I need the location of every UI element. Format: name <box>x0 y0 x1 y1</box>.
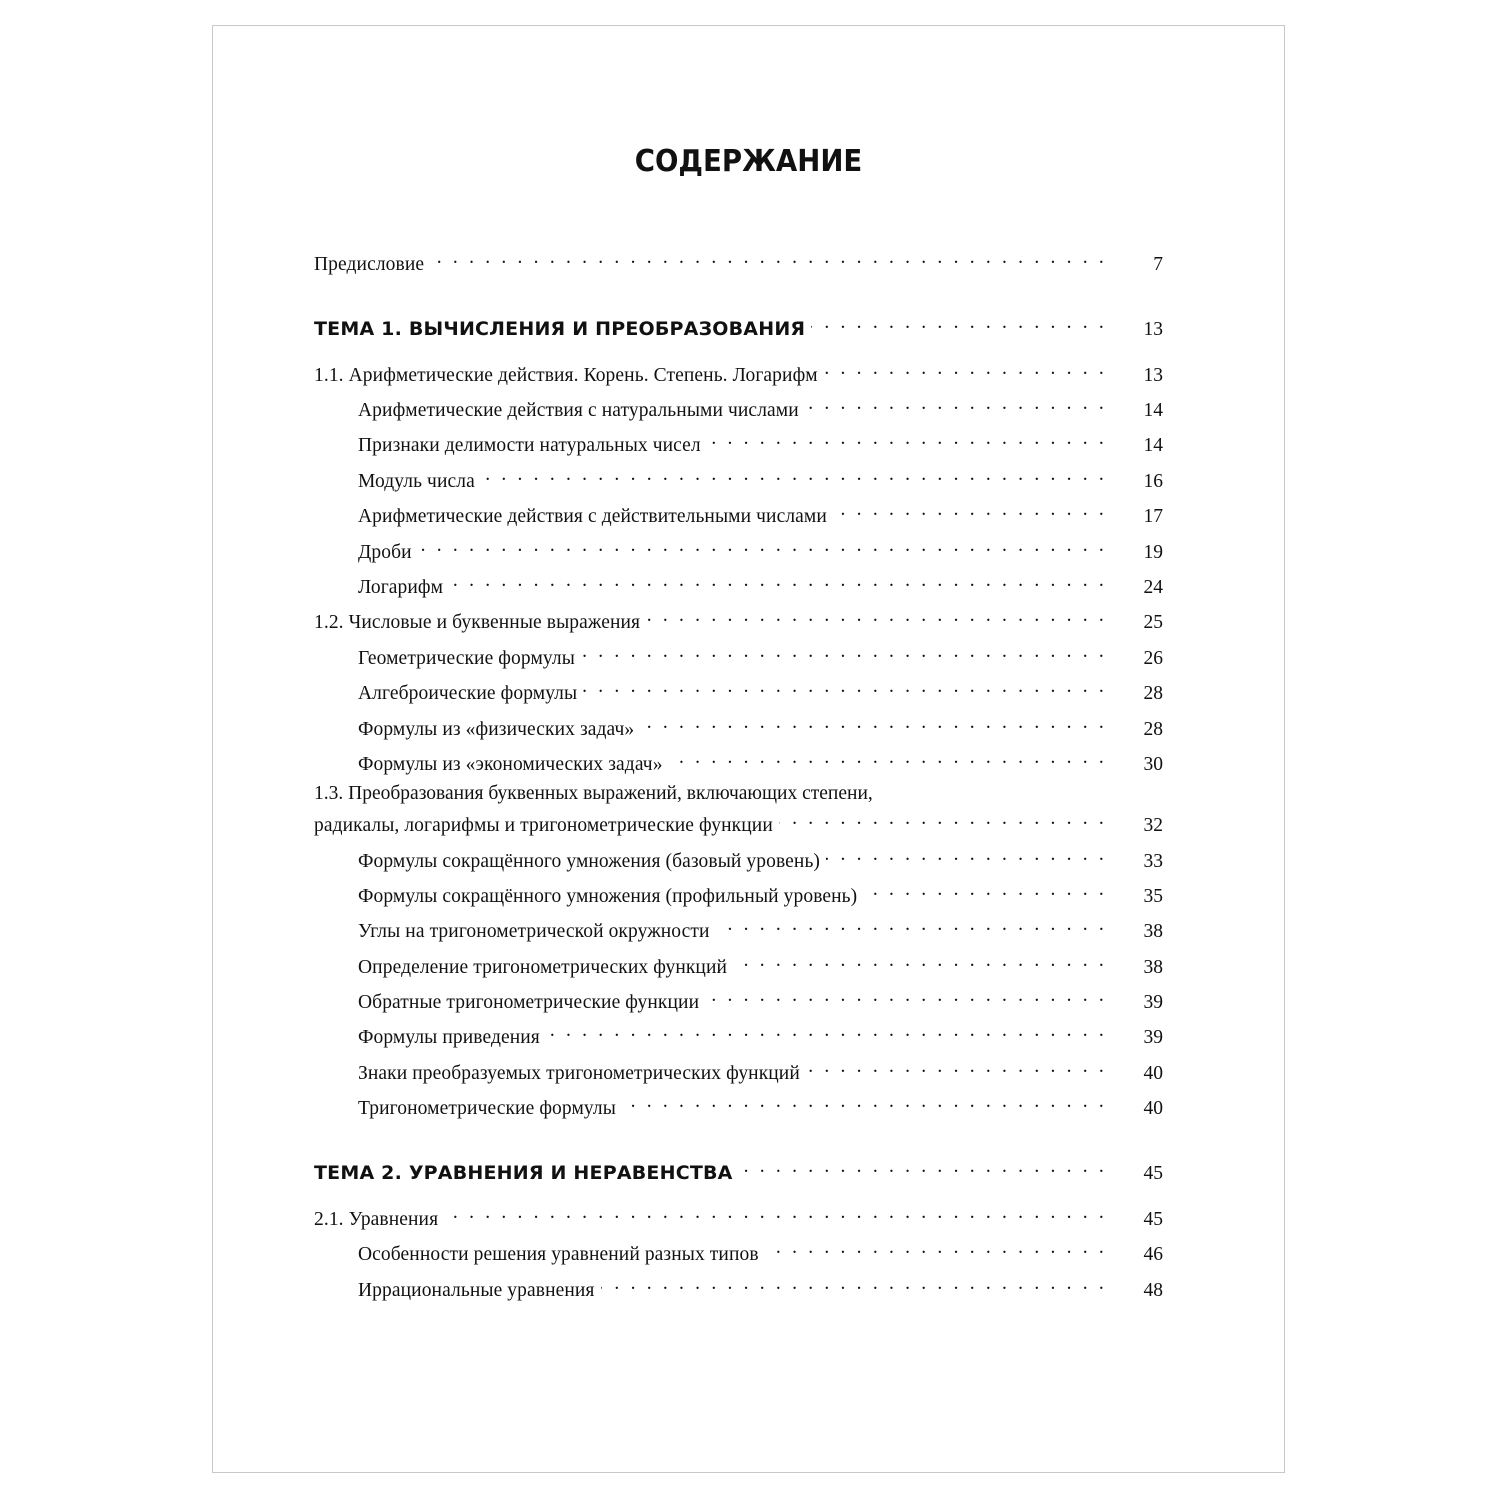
dot-leader <box>733 949 1107 973</box>
dot-leader <box>546 1019 1107 1043</box>
toc-entry-label: Модуль числа <box>358 471 475 492</box>
toc-entry-subsection[interactable] <box>358 949 1163 978</box>
toc-entry-label: Логарифм <box>358 577 444 598</box>
toc-entry-label: Формулы сокращённого умножения (базовый уровень) <box>358 851 821 872</box>
dot-leader <box>806 1055 1107 1079</box>
toc-entry-subsection[interactable] <box>358 569 1163 598</box>
toc-entry-label: Иррациональные уравнения <box>358 1280 595 1301</box>
dot-leader <box>669 746 1107 770</box>
toc-entry-subsection[interactable] <box>358 498 1163 527</box>
toc-page-number: 13 <box>1143 319 1163 340</box>
toc-entry-subsection[interactable] <box>358 675 1163 704</box>
toc-page-number: 24 <box>1143 577 1163 598</box>
toc-entry-label: Дроби <box>358 542 412 563</box>
toc-page-number: 45 <box>1143 1209 1163 1230</box>
toc-entry-label: Тригонометрические формулы <box>358 1098 616 1119</box>
toc-entry-section-1-3[interactable] <box>314 807 1163 836</box>
toc-entry-subsection[interactable] <box>358 1019 1163 1048</box>
toc-page-number: 28 <box>1143 719 1163 740</box>
toc-page-number: 39 <box>1143 992 1163 1013</box>
dot-leader <box>481 463 1107 487</box>
toc-entry-section-2-1[interactable] <box>314 1201 1163 1230</box>
toc-page-number: 16 <box>1143 471 1163 492</box>
toc-entry-label: 2.1. Уравнения <box>314 1209 439 1230</box>
toc-entry-subsection[interactable] <box>358 711 1163 740</box>
toc-entry-label: Геометрические формулы <box>358 648 575 669</box>
toc-entry-subsection[interactable] <box>358 1272 1163 1301</box>
dot-leader <box>824 357 1107 381</box>
toc-page-number: 45 <box>1143 1163 1163 1184</box>
toc-entry-subsection[interactable] <box>358 1236 1163 1265</box>
toc-entry-section-1-3-line1[interactable]: 1.3. Преобразования буквенных выражений, включающих степени, <box>314 783 873 804</box>
toc-page-number: 40 <box>1143 1098 1163 1119</box>
toc-page-number: 38 <box>1143 921 1163 942</box>
dot-leader <box>583 675 1107 699</box>
toc-entry-label: Алгеброические формулы <box>358 683 578 704</box>
toc-page-number: 14 <box>1143 400 1163 421</box>
toc-page-number: 33 <box>1143 851 1163 872</box>
toc-entry-label: Знаки преобразуемых тригонометрических функций <box>358 1063 800 1084</box>
toc-entry-label: радикалы, логарифмы и тригонометрические функции <box>314 815 773 836</box>
dot-leader <box>601 1272 1107 1296</box>
toc-entry-subsection[interactable] <box>358 1090 1163 1119</box>
toc-page-number: 19 <box>1143 542 1163 563</box>
toc-page-number: 39 <box>1143 1027 1163 1048</box>
toc-page-number: 40 <box>1143 1063 1163 1084</box>
toc-entry-label: Арифметические действия с действительными числами <box>358 506 827 527</box>
toc-page-number: 25 <box>1143 612 1163 633</box>
toc-entry-subsection[interactable] <box>358 746 1163 775</box>
toc-entry-topic-1[interactable] <box>314 311 1163 340</box>
toc-page-number: 46 <box>1143 1244 1163 1265</box>
table-of-contents <box>213 26 1284 1472</box>
toc-page-number: 28 <box>1143 683 1163 704</box>
toc-entry-subsection[interactable] <box>358 1055 1163 1084</box>
toc-entry-topic-2[interactable] <box>314 1155 1163 1184</box>
dot-leader <box>826 843 1107 867</box>
toc-entry-label: Формулы из «физических задач» <box>358 719 635 740</box>
dot-leader <box>418 534 1107 558</box>
toc-page-number: 17 <box>1143 506 1163 527</box>
dot-leader <box>805 392 1107 416</box>
toc-entry-preface[interactable] <box>314 246 1163 275</box>
page-title: СОДЕРЖАНИЕ <box>634 144 863 179</box>
dot-leader <box>646 604 1107 628</box>
dot-leader <box>640 711 1107 735</box>
toc-entry-label: 1.1. Арифметические действия. Корень. Степень. Логарифм <box>314 365 818 386</box>
toc-page-number: 32 <box>1143 815 1163 836</box>
dot-leader <box>716 913 1107 937</box>
dot-leader <box>449 569 1107 593</box>
toc-entry-subsection[interactable] <box>358 913 1163 942</box>
toc-page-number: 26 <box>1143 648 1163 669</box>
toc-entry-subsection[interactable] <box>358 392 1163 421</box>
toc-page-number: 7 <box>1153 254 1163 275</box>
toc-entry-section-1-2[interactable] <box>314 604 1163 633</box>
toc-entry-subsection[interactable] <box>358 463 1163 492</box>
toc-entry-label: Углы на тригонометрической окружности <box>358 921 710 942</box>
toc-entry-label: Определение тригонометрических функций <box>358 957 728 978</box>
toc-topic-label: ТЕМА 2. УРАВНЕНИЯ И НЕРАВЕНСТВА <box>314 1162 733 1184</box>
dot-leader <box>765 1236 1107 1260</box>
toc-page-number: 48 <box>1143 1280 1163 1301</box>
dot-leader <box>739 1155 1107 1179</box>
toc-page-number: 30 <box>1143 754 1163 775</box>
toc-entry-label: 1.2. Числовые и буквенные выражения <box>314 612 641 633</box>
toc-entry-subsection[interactable] <box>358 534 1163 563</box>
toc-entry-subsection[interactable] <box>358 843 1163 872</box>
toc-entry-subsection[interactable] <box>358 427 1163 456</box>
toc-entry-label: Арифметические действия с натуральными числами <box>358 400 799 421</box>
toc-page-number: 35 <box>1143 886 1163 907</box>
toc-page-number: 13 <box>1143 365 1163 386</box>
toc-page-number: 38 <box>1143 957 1163 978</box>
toc-entry-label: Формулы сокращённого умножения (профильный уровень) <box>358 886 858 907</box>
dot-leader <box>811 311 1107 335</box>
dot-leader <box>444 1201 1107 1225</box>
dot-leader <box>833 498 1107 522</box>
toc-entry-label: Особенности решения уравнений разных типов <box>358 1244 759 1265</box>
toc-entry-subsection[interactable] <box>358 640 1163 669</box>
document-page <box>212 25 1285 1473</box>
dot-leader <box>863 878 1107 902</box>
dot-leader <box>581 640 1107 664</box>
toc-entry-label: Обратные тригонометрические функции <box>358 992 700 1013</box>
dot-leader <box>430 246 1107 270</box>
toc-entry-label: Формулы приведения <box>358 1027 540 1048</box>
dot-leader <box>707 427 1107 451</box>
toc-entry-label: Признаки делимости натуральных чисел <box>358 435 701 456</box>
dot-leader <box>622 1090 1107 1114</box>
toc-entry-subsection[interactable] <box>358 984 1163 1013</box>
dot-leader <box>705 984 1107 1008</box>
toc-entry-section-1-1[interactable] <box>314 357 1163 386</box>
toc-entry-subsection[interactable] <box>358 878 1163 907</box>
toc-page-number: 14 <box>1143 435 1163 456</box>
toc-entry-label: Формулы из «экономических задач» <box>358 754 663 775</box>
toc-entry-label: Предисловие <box>314 254 425 275</box>
dot-leader <box>779 807 1107 831</box>
toc-topic-label: ТЕМА 1. ВЫЧИСЛЕНИЯ И ПРЕОБРАЗОВАНИЯ <box>314 318 806 340</box>
